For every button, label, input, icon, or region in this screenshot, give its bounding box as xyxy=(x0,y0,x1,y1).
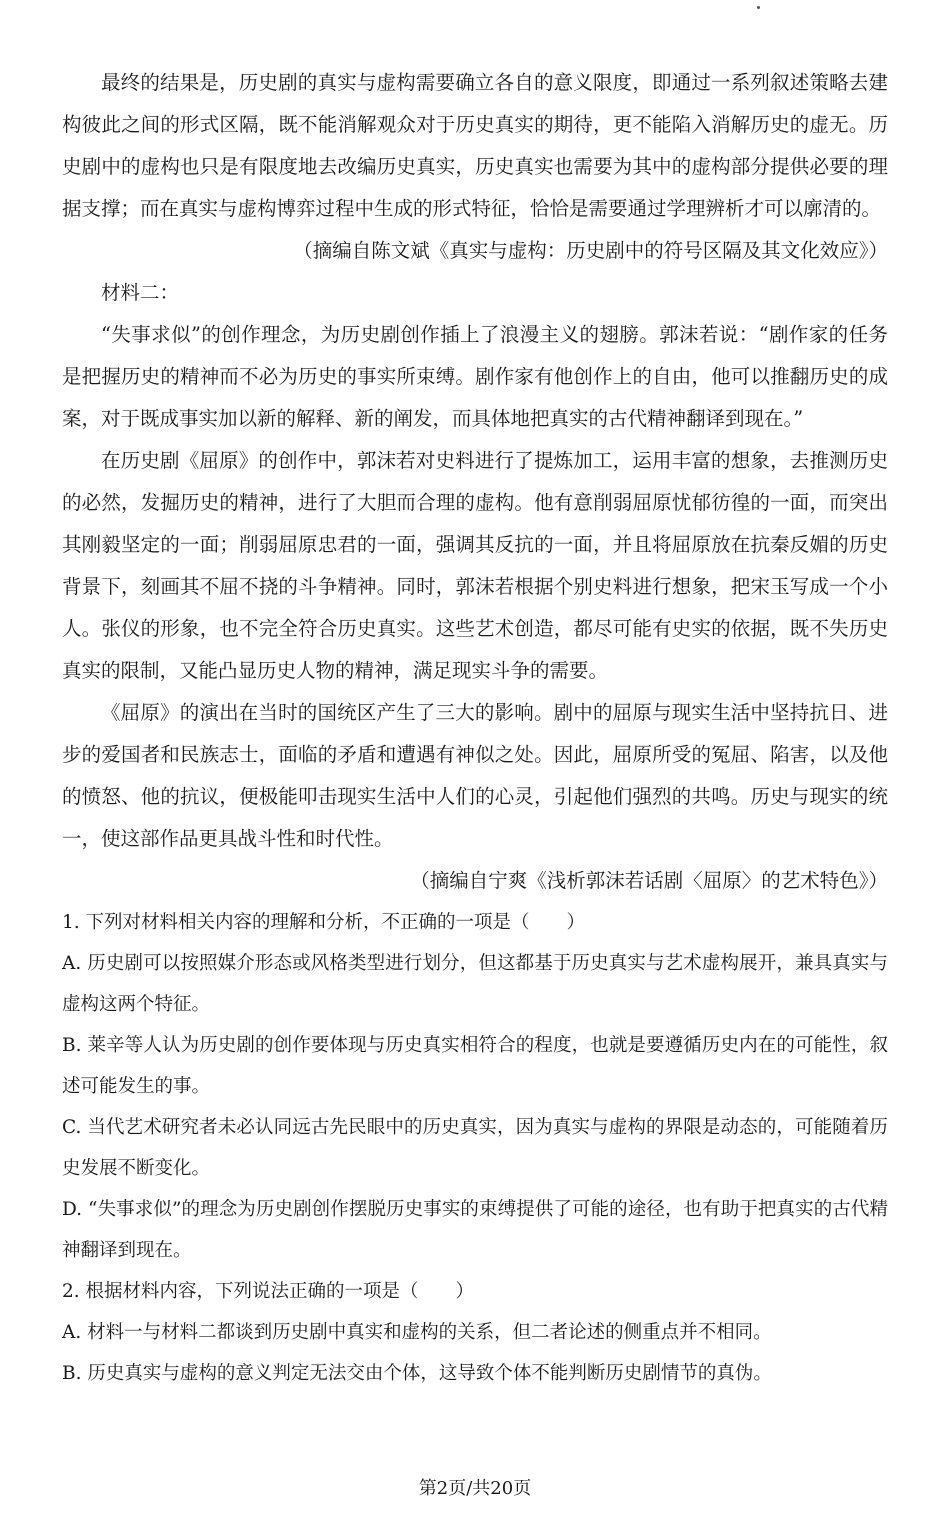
material2-paragraph-2: 在历史剧《屈原》的创作中，郭沫若对史料进行了提炼加工，运用丰富的想象，去推测历史的必然，发掘历史的精神，进行了大胆而合理的虚构。他有意削弱屈原忧郁彷徨的一面，而突出其刚毅坚定的一面；削弱屈原忠君的一面，强调其反抗的一面，并且将屈原放在抗秦反媚的历史背景下，刻画其不屈不挠的斗争精神。同时，郭沫若根据个别史料进行想象，把宋玉写成一个小人。张仪的形象，也不完全符合历史真实。这些艺术创造，都尽可能有史实的依据，既不失历史真实的限制，又能凸显历史人物的精神，满足现实斗争的需要。 xyxy=(62,449,888,682)
question-1-option-b: B. 莱辛等人认为历史剧的创作要体现与历史真实相符合的程度，也就是要遵循历史内在的可能性，叙述可能发生的事。 xyxy=(62,1035,888,1097)
question-2-option-b: B. 历史真实与虚构的意义判定无法交由个体，这导致个体不能判断历史剧情节的真伪。 xyxy=(62,1363,772,1384)
scan-dot xyxy=(757,6,760,9)
question-2-stem: 2. 根据材料内容，下列说法正确的一项是（ ） xyxy=(62,1281,475,1302)
question-2-option-a: A. 材料一与材料二都谈到历史剧中真实和虚构的关系，但二者论述的侧重点并不相同。 xyxy=(62,1322,772,1343)
question-1-option-c: C. 当代艺术研究者未必认同远古先民眼中的历史真实，因为真实与虚构的界限是动态的，可能随着历史发展不断变化。 xyxy=(62,1117,888,1179)
material2-source: （摘编自宁爽《浅析郭沫若话剧〈屈原〉的艺术特色》） xyxy=(410,869,888,892)
document-page xyxy=(62,62,888,1394)
page-footer: 第2页/共20页 xyxy=(418,1478,532,1499)
question-1-stem: 1. 下列对材料相关内容的理解和分析，不正确的一项是（ ） xyxy=(62,912,586,933)
material2-paragraph-3: 《屈原》的演出在当时的国统区产生了三大的影响。剧中的屈原与现实生活中坚持抗日、进步的爱国者和民族志士，面临的矛盾和遭遇有神似之处。因此，屈原所受的冤屈、陷害，以及他的愤怒、他的抗议，便极能叩击现实生活中人们的心灵，引起他们强烈的共鸣。历史与现实的统一，使这部作品更具战斗性和时代性。 xyxy=(62,701,888,850)
question-1-option-d: D. “失事求似”的理念为历史剧创作摆脱历史事实的束缚提供了可能的途径，也有助于把真实的古代精神翻译到现在。 xyxy=(62,1199,888,1261)
material1-paragraph: 最终的结果是，历史剧的真实与虚构需要确立各自的意义限度，即通过一系列叙述策略去建构彼此之间的形式区隔，既不能消解观众对于历史真实的期待，更不能陷入消解历史的虚无。历史剧中的虚构也只是有限度地去改编历史真实，历史真实也需要为其中的虚构部分提供必要的理据支撑；而在真实与虚构博弈过程中生成的形式特征，恰恰是需要通过学理辨析才可以廓清的。 xyxy=(62,71,888,220)
question-1-option-a: A. 历史剧可以按照媒介形态或风格类型进行划分，但这都基于历史真实与艺术虚构展开，兼具真实与虚构这两个特征。 xyxy=(62,953,888,1015)
material1-source: （摘编自陈文斌《真实与虚构：历史剧中的符号区隔及其文化效应》） xyxy=(293,239,888,262)
material2-heading: 材料二： xyxy=(101,281,180,304)
material2-paragraph-1: “失事求似”的创作理念，为历史剧创作插上了浪漫主义的翅膀。郭沫若说：“剧作家的任务是把握历史的精神而不必为历史的事实所束缚。剧作家有他创作上的自由，他可以推翻历史的成案，对于既成事实加以新的解释、新的阐发，而具体地把真实的古代精神翻译到现在。” xyxy=(62,323,888,430)
